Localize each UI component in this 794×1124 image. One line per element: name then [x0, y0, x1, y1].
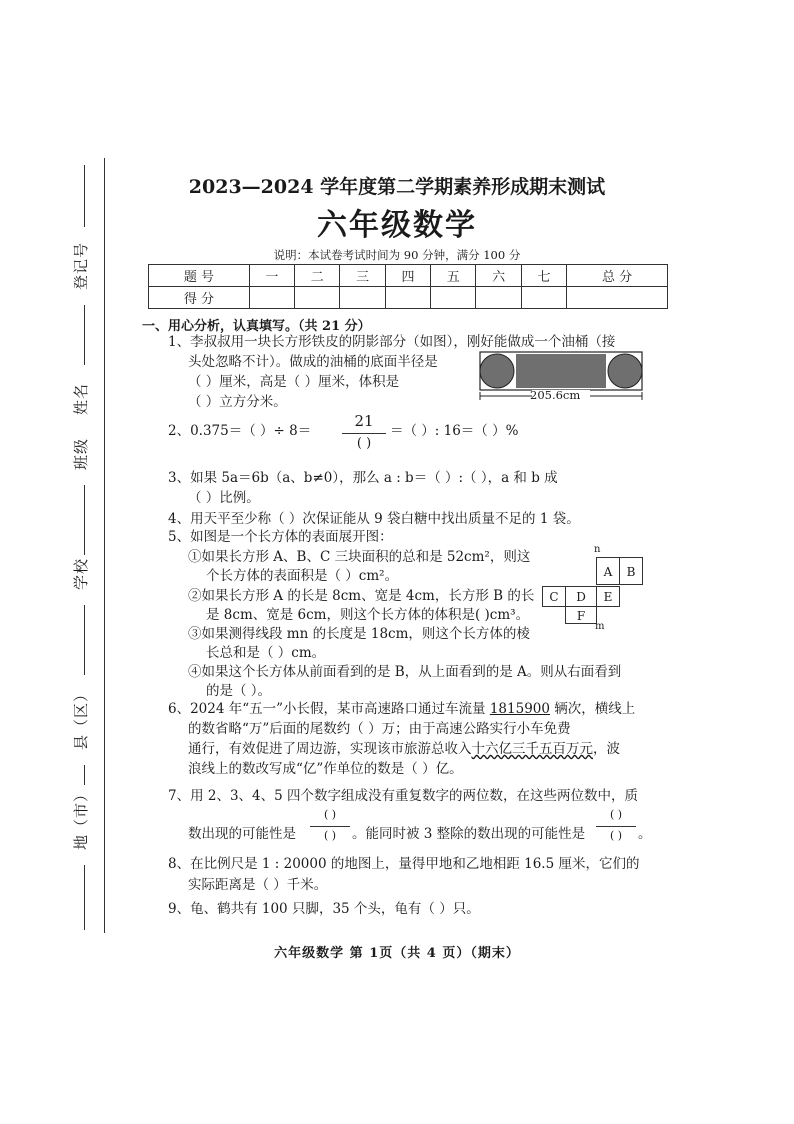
score-cell[interactable]: [567, 287, 668, 309]
q5-item1a: ①如果长方形 A、B、C 三块面积的总和是 52cm²，则这: [188, 549, 531, 565]
q7-fraction1-numerator: ( ): [323, 808, 337, 821]
q2-fraction-numerator: 21: [354, 412, 374, 430]
side-label-class: 班级: [72, 437, 90, 470]
q7-line2-b: 。能同时被 3 整除的数出现的可能性是: [352, 826, 586, 842]
q2-fraction-bar: [342, 433, 386, 434]
score-header-cell: 二: [295, 265, 340, 287]
score-table-header-row: [149, 265, 668, 287]
net-label-n: n: [594, 544, 601, 555]
q6-line1-b: 辆次，横线上: [549, 701, 636, 717]
net-face-c: C: [542, 586, 566, 607]
q5-item4a: ④如果这个长方体从前面看到的是 B，从上面看到的是 A。则从右面看到: [188, 664, 622, 680]
q2-part-b: ＝（ ）: 16＝（ ）%: [390, 423, 519, 439]
q2-fraction-denominator: ( ): [356, 436, 372, 451]
q6-line1-a: 6、2024 年“五一”小长假，某市高速路口通过车流量: [168, 701, 490, 717]
score-header-cell: 七: [521, 265, 566, 287]
q1-line3: （ ）厘米，高是（ ）厘米，体积是: [188, 374, 400, 390]
q1-line1: 1、李叔叔用一块长方形铁皮的阴影部分（如图），刚好能做成一个油桶（接: [168, 334, 616, 350]
side-blank-name: [84, 305, 85, 365]
net-label-m: m: [595, 621, 605, 632]
binding-line: [104, 158, 105, 933]
q7-line1: 7、用 2、3、4、5 四个数字组成没有重复数字的两位数，在这些两位数中，质: [168, 788, 639, 804]
score-cell[interactable]: [431, 287, 476, 309]
score-cell[interactable]: [249, 287, 294, 309]
q7-fraction2-bar: [596, 826, 636, 827]
side-blank-class: [84, 485, 85, 555]
score-cell[interactable]: [521, 287, 566, 309]
q6-line3-b: ，波: [593, 741, 620, 757]
q6-line3-a: 通行，有效促进了周边游，实现该市旅游总收入: [188, 741, 472, 757]
side-label-county: 县（区）: [72, 685, 90, 750]
net-face-d: D: [565, 586, 597, 607]
side-label-school: 学校: [72, 557, 90, 590]
score-header-cell: 总 分: [567, 265, 668, 287]
q5-item4b: 的是（ ）。: [206, 683, 272, 699]
q8-line1: 8、在比例尺是 1 : 20000 的地图上，量得甲地和乙地相距 16.5 厘米，它们的: [168, 856, 640, 872]
score-header-cell: 题 号: [149, 265, 250, 287]
page-footer: 六年级数学 第 1页（共 4 页）（期末）: [274, 946, 520, 961]
side-blank-school: [84, 605, 85, 675]
q5-item2b: 是 8cm、宽是 6cm，则这个长方体的体积是( )cm³。: [206, 607, 530, 623]
score-cell[interactable]: [295, 287, 340, 309]
exam-note: 说明：本试卷考试时间为 90 分钟，满分 100 分: [273, 248, 521, 262]
score-header-cell: 六: [476, 265, 521, 287]
q1-figure-label: 205.6cm: [530, 388, 581, 402]
net-face-e: E: [596, 586, 620, 607]
q6-income-number: 十六亿三千五百万元: [471, 741, 593, 757]
section-title: 一、用心分析，认真填写。（共 21 分）: [142, 319, 371, 334]
q8-line2: 实际距离是（ ）千米。: [188, 877, 328, 893]
score-cell[interactable]: [385, 287, 430, 309]
q2-part-a: 2、0.375＝（ ）÷ 8＝: [168, 423, 312, 439]
q7-fraction1-denominator: ( ): [323, 829, 337, 842]
score-row-label: 得 分: [149, 287, 250, 309]
score-table-score-row: [149, 287, 668, 309]
q7-fraction2-numerator: ( ): [609, 808, 623, 821]
side-blank-city: [84, 865, 85, 930]
q7-line2-c: 。: [638, 826, 652, 842]
q5-item3b: 长总和是（ ）cm。: [206, 645, 326, 661]
q9: 9、龟、鹤共有 100 只脚，35 个头，龟有（ ）只。: [168, 901, 480, 917]
side-label-city: 地（市）: [72, 785, 90, 850]
net-face-f: F: [565, 606, 597, 624]
side-label-registration: 登记号: [72, 241, 90, 290]
score-header-cell: 三: [340, 265, 385, 287]
q4: 4、用天平至少称（ ）次保证能从 9 袋白糖中找出质量不足的 1 袋。: [168, 511, 580, 527]
net-face-b: B: [619, 557, 643, 585]
q7-fraction1-bar: [310, 826, 350, 827]
score-header-cell: 五: [431, 265, 476, 287]
q5-item1b: 个长方体的表面积是（ ）cm²。: [206, 568, 399, 584]
q3-line2: （ ）比例。: [188, 490, 260, 506]
q7-fraction2-denominator: ( ): [609, 829, 623, 842]
score-table: [148, 264, 668, 309]
q5-item3a: ③如果测得线段 mn 的长度是 18cm，则这个长方体的棱: [188, 626, 530, 642]
score-header-cell: 一: [249, 265, 294, 287]
q5-item2a: ②如果长方形 A 的长是 8cm、宽是 4cm，长方形 B 的长: [188, 588, 535, 604]
subject-title: 六年级数学: [317, 208, 477, 243]
side-label-name: 姓名: [72, 382, 90, 415]
score-cell[interactable]: [476, 287, 521, 309]
q6-line4: 浪线上的数改写成“亿”作单位的数是（ ）亿。: [188, 761, 463, 777]
q1-line4: （ ）立方分米。: [188, 394, 287, 410]
q3-line1: 3、如果 5a＝6b（a、b≠0），那么 a : b＝（ ）:（ ），a 和 b 成: [168, 470, 558, 486]
net-face-a: A: [596, 557, 620, 585]
q6-line1: [168, 698, 635, 720]
q6-line2: 的数省略“万”后面的尾数约（ ）万；由于高速公路实行小车免费: [188, 721, 571, 737]
q7-line2-a: 数出现的可能性是: [188, 826, 296, 842]
score-header-cell: 四: [385, 265, 430, 287]
q6-traffic-number: 1815900: [489, 701, 550, 717]
q6-line3: [188, 738, 620, 760]
exam-title: 2023—2024 学年度第二学期素养形成期末测试: [188, 176, 606, 198]
q5-intro: 5、如图是一个长方体的表面展开图：: [168, 529, 393, 545]
q1-line2: 头处忽略不计）。做成的油桶的底面半径是: [188, 354, 438, 370]
side-blank-county: [84, 765, 85, 785]
score-cell[interactable]: [340, 287, 385, 309]
